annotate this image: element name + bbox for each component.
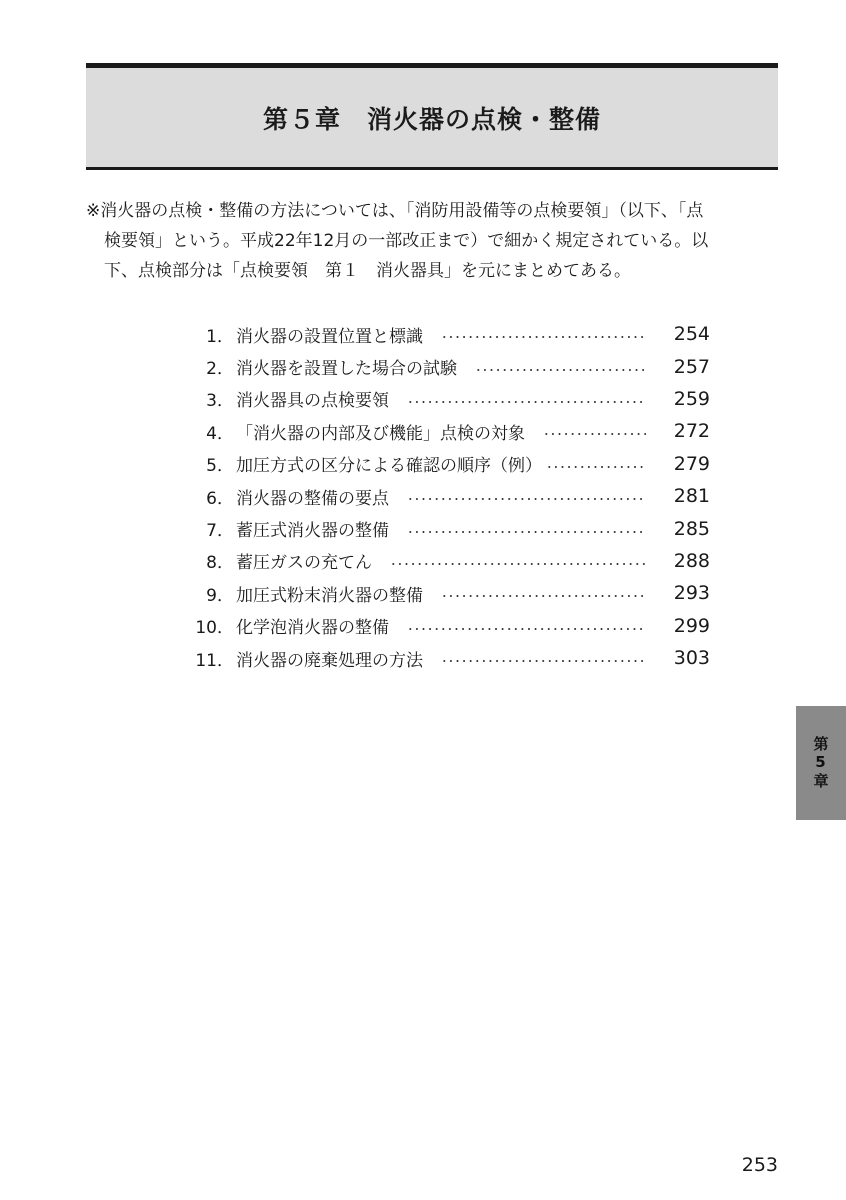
chapter-header: [86, 63, 778, 170]
intro-note: [86, 196, 780, 286]
toc-item-page: 257: [673, 355, 710, 378]
toc-item[interactable]: [180, 512, 710, 544]
chapter-side-tab: [796, 706, 846, 820]
toc-item-number: 7．: [206, 521, 234, 542]
toc-item[interactable]: [180, 610, 710, 642]
toc-item[interactable]: [180, 318, 710, 350]
toc-item[interactable]: [180, 545, 710, 577]
toc-leader-dots: [407, 498, 646, 500]
toc-item-title: 蓄圧ガスの充てん: [236, 553, 372, 574]
toc-leader-dots: [407, 628, 646, 630]
toc-item-page: 285: [673, 517, 710, 540]
toc-item[interactable]: [180, 577, 710, 609]
toc-item-number: 5．: [206, 456, 234, 477]
toc-leader-dots: [543, 433, 646, 435]
toc-item-number: 11．: [195, 650, 234, 671]
toc-leader-dots: [475, 369, 646, 371]
toc-item-title: 消火器具の点検要領: [236, 391, 389, 412]
toc-item-page: 279: [673, 452, 710, 475]
toc-item-title: 加圧式粉末消火器の整備: [236, 585, 423, 606]
toc-item[interactable]: [180, 480, 710, 512]
page-number: 253: [741, 1154, 778, 1176]
toc-item-title: 消火器の廃棄処理の方法: [236, 650, 423, 671]
toc-leader-dots: [407, 401, 646, 403]
toc-item-title: 消火器の整備の要点: [236, 488, 389, 509]
toc-leader-dots: [546, 466, 646, 468]
toc-item-page: 254: [673, 323, 710, 346]
toc-item-number: 2．: [206, 359, 234, 380]
toc-item-number: 1．: [206, 326, 234, 347]
toc-item-title: 消火器の設置位置と標識: [236, 326, 423, 347]
toc-item-title: 加圧方式の区分による確認の順序（例）: [236, 456, 542, 477]
toc-leader-dots: [407, 531, 646, 533]
toc-item-number: 4．: [206, 423, 234, 444]
toc-item-number: 10．: [195, 618, 234, 639]
toc-item-number: 6．: [206, 488, 234, 509]
toc-item-page: 293: [673, 582, 710, 605]
toc-item-number: 3．: [206, 391, 234, 412]
toc-item-title: 「消火器の内部及び機能」点検の対象: [236, 423, 525, 444]
toc-item-page: 259: [673, 387, 710, 410]
toc-leader-dots: [441, 336, 646, 338]
table-of-contents: [180, 318, 710, 674]
toc-item-page: 299: [673, 614, 710, 637]
note-line: ※消火器の点検・整備の方法については、「消防用設備等の点検要領」（以下、「点: [86, 201, 704, 221]
note-line: 下、点検部分は「点検要領 第１ 消火器具」を元にまとめてある。: [104, 261, 631, 281]
toc-item[interactable]: [180, 350, 710, 382]
toc-leader-dots: [441, 595, 646, 597]
toc-leader-dots: [441, 660, 646, 662]
toc-item[interactable]: [180, 383, 710, 415]
toc-item[interactable]: [180, 642, 710, 674]
toc-item-page: 281: [673, 485, 710, 508]
note-line: 検要領」という。平成22年12月の一部改正まで）で細かく規定されている。以: [104, 231, 709, 251]
toc-item-number: 8．: [206, 553, 234, 574]
chapter-side-tab-label: 第5章: [811, 736, 830, 790]
toc-item-page: 303: [673, 647, 710, 670]
toc-item-page: 288: [673, 549, 710, 572]
toc-leader-dots: [390, 563, 646, 565]
toc-item[interactable]: [180, 448, 710, 480]
toc-item-title: 蓄圧式消火器の整備: [236, 521, 389, 542]
toc-item-title: 消火器を設置した場合の試験: [236, 359, 457, 380]
toc-item-title: 化学泡消火器の整備: [236, 618, 389, 639]
chapter-title: 第５章 消火器の点検・整備: [262, 104, 601, 134]
toc-item-page: 272: [673, 420, 710, 443]
toc-item[interactable]: [180, 415, 710, 447]
toc-item-number: 9．: [206, 585, 234, 606]
